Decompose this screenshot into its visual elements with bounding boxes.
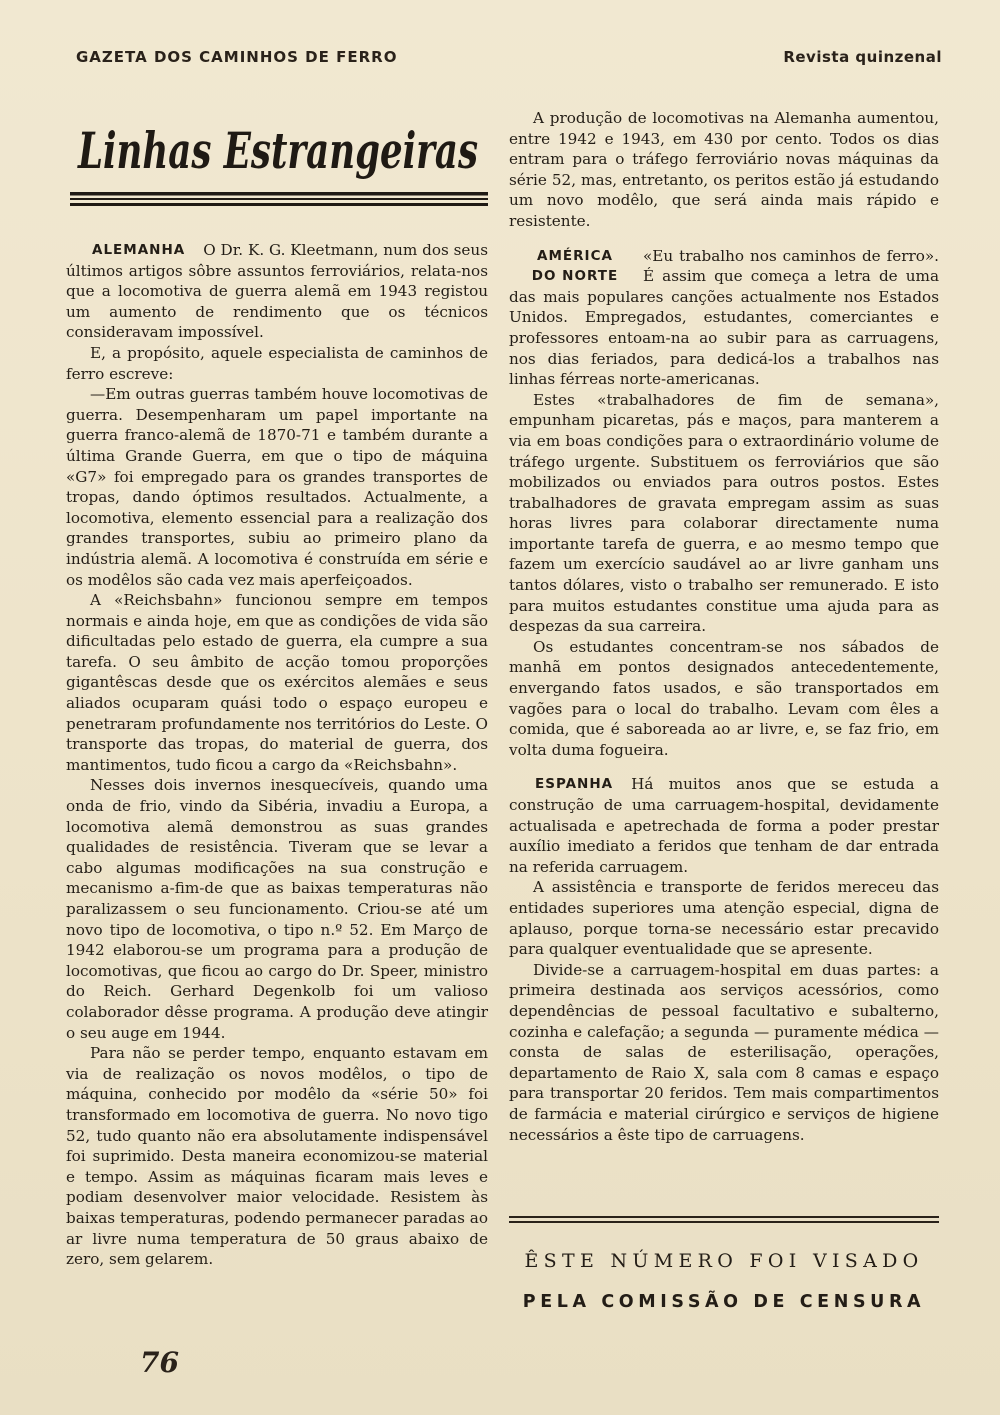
section-espanha [509, 774, 939, 877]
masthead-rule-2 [70, 198, 488, 200]
paragraph: Estes «trabalhadores de fim de semana», empunham picaretas, pás e maços, para manterem a via em boas condições para o extraordinário volume de tráfego urgente. Substituem os ferroviários que são mobilizados ou enviados para outros postos. Estes trabalhadores de gravata empregam assim as suas horas livres para colaborar directamente numa importante tarefa de guerra, e ao mesmo tempo que fazem um exercício saudável ao ar livre ganham uns tantos dólares, visto o trabalho ser remunerado. E isto para muitos estudantes constitue uma ajuda para as despezas da sua carreira. [509, 390, 939, 636]
heading-line: DO NORTE [531, 268, 619, 285]
censorship-notice-line-2: PELA COMISSÃO DE CENSURA [522, 1292, 926, 1312]
paragraph: Nesses dois invernos inesquecíveis, quando uma onda de frio, vindo da Sibéria, invadiu a Europa, a locomotiva alemã demonstrou as suas grandes qualidades de resistência. Tiveram que se levar a cabo algumas modificações na sua construção e mecanismo a-fim-de que as baixas temperaturas não paralizassem o seu funcionamento. Criou-se até um novo tipo de locomotiva, o tipo n.º 52. Em Março de 1942 elaborou-se um programa para a produção de locomotivas, que ficou ao cargo do Dr. Speer, ministro do Reich. Gerhard Degenkolb foi um valioso colaborador dêsse programa. A produção deve atingir o seu auge em 1944. [66, 776, 488, 1042]
divider-line [509, 1221, 939, 1223]
section-alemanha [66, 240, 488, 343]
paragraph: A produção de locomotivas na Alemanha aumentou, entre 1942 e 1943, em 430 por cento. Todos os dias entram para o tráfego ferroviário novas máquinas da série 52, mas, entretanto, os peritos estão já estudando um novo modêlo, que será ainda mais rápido e resistente. [509, 109, 939, 230]
page-number: 76 [140, 1346, 179, 1379]
section-america-do-norte [509, 246, 939, 390]
paragraph: E, a propósito, aquele especialista de caminhos de ferro escreve: [66, 343, 488, 383]
masthead-rule-3 [70, 203, 488, 206]
section-heading-espanha: ESPANHA [535, 776, 614, 793]
paragraph: —Em outras guerras também houve locomotivas de guerra. Desempenharam um papel importante na guerra franco-alemã de 1870-71 e também durante a última Grande Guerra, em que o tipo de máquina «G7» foi empregado para os grandes transportes de tropas, dando óptimos resultados. Actualmente, a locomotiva, elemento essencial para a realização dos grandes transportes, subiu ao primeiro plano da indústria alemã. A locomotiva é construída em série e os modêlos são cada vez mais aperfeiçoados. [66, 385, 488, 589]
right-column [509, 108, 939, 1145]
section-heading-alemanha: ALEMANHA [92, 242, 186, 258]
left-column [66, 240, 488, 1270]
paragraph: Os estudantes concentram-se nos sábados de manhã em pontos designados antecedentemente, envergando fatos usados, e são transportados em vagões para o local do trabalho. Levam com êles a comida, que é saboreada ao ar livre, e, se faz frio, em volta duma fogueira. [509, 637, 939, 759]
masthead-graphic [68, 106, 488, 206]
section-masthead [68, 106, 488, 206]
paragraph: Divide-se a carruagem-hospital em duas partes: a primeira destinada aos serviços acessórios, como dependências de pessoal facultativo e subalterno, cozinha e calefação; a segunda — puramente médica — consta de salas de esterilisação, operações, departamento de Raio X, sala com 8 camas e espaço para transportar 20 feridos. Tem mais compartimentos de farmácia e material cirúrgico e serviços de higiene necessários a êste tipo de carruagens. [509, 960, 939, 1144]
section-heading-america-do-norte [529, 246, 621, 287]
heading-line: AMÉRICA [537, 247, 613, 264]
footer-divider [509, 1216, 939, 1226]
paragraph: A «Reichsbahn» funcionou sempre em tempos normais e ainda hoje, em que as condições de vida são dificultadas pelo estado de guerra, ela cumpre a sua tarefa. O seu âmbito de acção tomou proporções gigantêscas desde que os exércitos alemães e seus aliados ocuparam quási todo o espaço europeu e penetraram profundamente nos territórios do Leste. O transporte das tropas, do material de guerra, dos mantimentos, tudo ficou a cargo da «Reichsbahn». [66, 591, 488, 774]
paragraph: «Eu trabalho nos caminhos de ferro». É assim que começa a letra de uma das mais populares canções actualmente nos Estados Unidos. Empregados, estudantes, comerciantes e professores entoam-na ao subir para as carruagens, nos dias feriados, para dedicá-los a trabalhos nas linhas férreas norte-americanas. [509, 246, 939, 389]
paragraph: O Dr. K. G. Kleetmann, num dos seus últimos artigos sôbre assuntos ferroviários, relata-nos que a locomotiva de guerra alemã em 1943 registou um aumento de rendimento que os técnicos consideravam impossível. [66, 241, 488, 342]
censorship-notice-line-1: ÊSTE NÚMERO FOI VISADO [524, 1250, 924, 1272]
masthead-title: Linhas Estrangeiras [76, 121, 478, 180]
masthead-rule-1 [70, 192, 488, 196]
paragraph: Para não se perder tempo, enquanto estavam em via de realização os novos modêlos, o tipo de máquina, conhecido por modêlo da «série 50» foi transformado em locomotiva de guerra. No novo tigo 52, tudo quanto não era absolutamente indispensável foi suprimido. Desta maneira economizou-se material e tempo. Assim as máquinas ficaram mais leves e podiam desenvolver maior velocidade. Resistem às baixas temperaturas, podendo permanecer paradas ao ar livre numa temperatura de 50 graus abaixo de zero, sem gelarem. [66, 1044, 488, 1269]
divider-line [509, 1216, 939, 1218]
paragraph: Há muitos anos que se estuda a construção de uma carruagem-hospital, devidamente actualisada e apetrechada de forma a poder prestar auxílio imediato a feridos que tenham de dar entrada na referida carruagem. [509, 775, 939, 876]
paragraph: A assistência e transporte de feridos mereceu das entidades superiores uma atenção especial, digna de aplauso, porque torna-se necessário estar precavido para qualquer eventualidade que se apresente. [509, 878, 939, 959]
publication-frequency: Revista quinzenal [783, 48, 942, 66]
publication-title: GAZETA DOS CAMINHOS DE FERRO [76, 48, 398, 66]
